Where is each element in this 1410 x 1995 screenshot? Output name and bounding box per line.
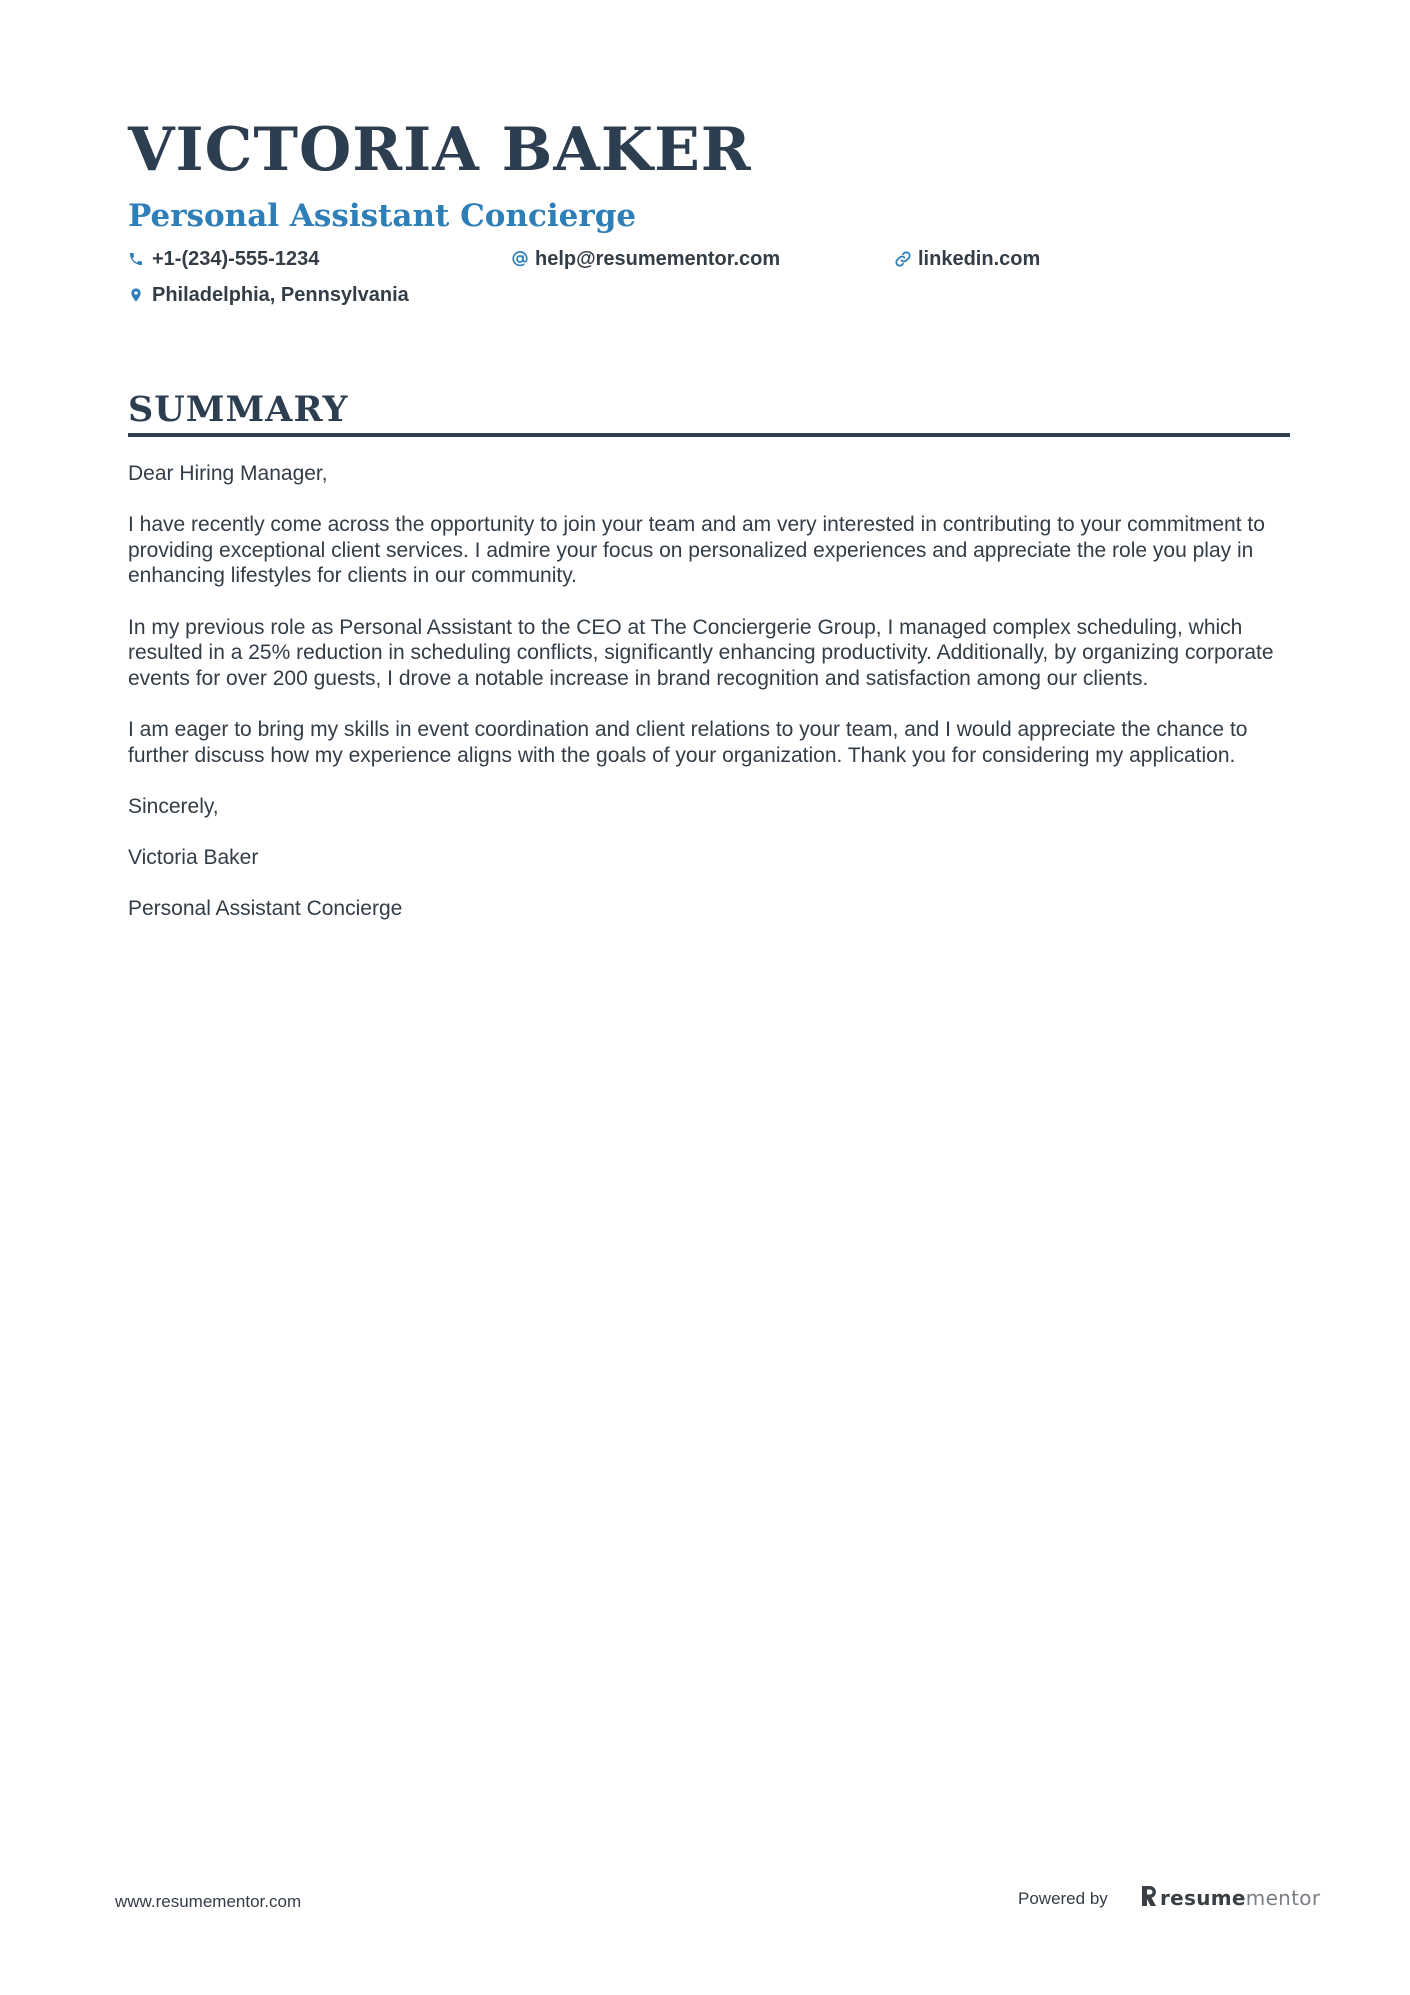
letter-paragraph: I have recently come across the opportunity to join your team and am very interested in contributing to your commitment to providing exceptional client services. I admire your focus on personalized experiences and appreciate the role you play in enhancing lifestyles for clients in our community.	[128, 513, 1265, 588]
resume-header	[128, 110, 1290, 310]
map-pin-icon	[128, 284, 150, 306]
summary-section	[128, 388, 1290, 947]
letter-paragraph: In my previous role as Personal Assistant to the CEO at The Conciergerie Group, I managed complex scheduling, which resulted in a 25% reduction in scheduling conflicts, significantly enhancing productivity. Additionally, by organizing corporate events for over 200 guests, I drove a notable increase in brand recognition and satisfaction among our clients.	[128, 615, 1274, 690]
link-icon	[894, 248, 916, 270]
contact-location-text: Philadelphia, Pennsylvania	[152, 283, 409, 306]
contact-email[interactable]	[511, 244, 894, 274]
candidate-name: VICTORIA BAKER	[128, 115, 752, 185]
section-divider	[128, 433, 1290, 437]
contact-phone[interactable]	[128, 244, 511, 274]
contact-phone-text: +1-(234)-555-1234	[152, 247, 320, 270]
resumementor-logo[interactable]	[1141, 1884, 1320, 1912]
letter-greeting: Dear Hiring Manager,	[128, 462, 328, 485]
section-title: SUMMARY	[128, 389, 349, 430]
phone-icon	[128, 248, 150, 270]
resumementor-logo-icon	[1141, 1885, 1157, 1912]
at-sign-icon	[511, 248, 533, 270]
contact-location	[128, 280, 511, 310]
contact-website-text: linkedin.com	[918, 247, 1041, 270]
contact-email-text: help@resumementor.com	[535, 247, 781, 270]
candidate-job-title: Personal Assistant Concierge	[128, 198, 637, 234]
logo-wordmark	[1160, 1886, 1320, 1910]
footer-website-link[interactable]: www.resumementor.com	[115, 1892, 302, 1911]
letter-signature-title: Personal Assistant Concierge	[128, 897, 403, 921]
contact-list	[128, 244, 1290, 310]
letter-closing: Sincerely,	[128, 794, 219, 818]
letter-signature-name: Victoria Baker	[128, 845, 259, 869]
cover-letter-body	[128, 461, 1290, 922]
contact-website[interactable]	[894, 244, 1277, 274]
letter-paragraph: I am eager to bring my skills in event coordination and client relations to your team, and I would appreciate the chance to further discuss how my experience aligns with the goals of your organization. Thank you for considering my application.	[128, 717, 1248, 767]
logo-wordmark-bold: resume	[1160, 1886, 1246, 1910]
powered-by-label: Powered by	[1018, 1889, 1108, 1908]
logo-wordmark-light: mentor	[1245, 1886, 1321, 1910]
